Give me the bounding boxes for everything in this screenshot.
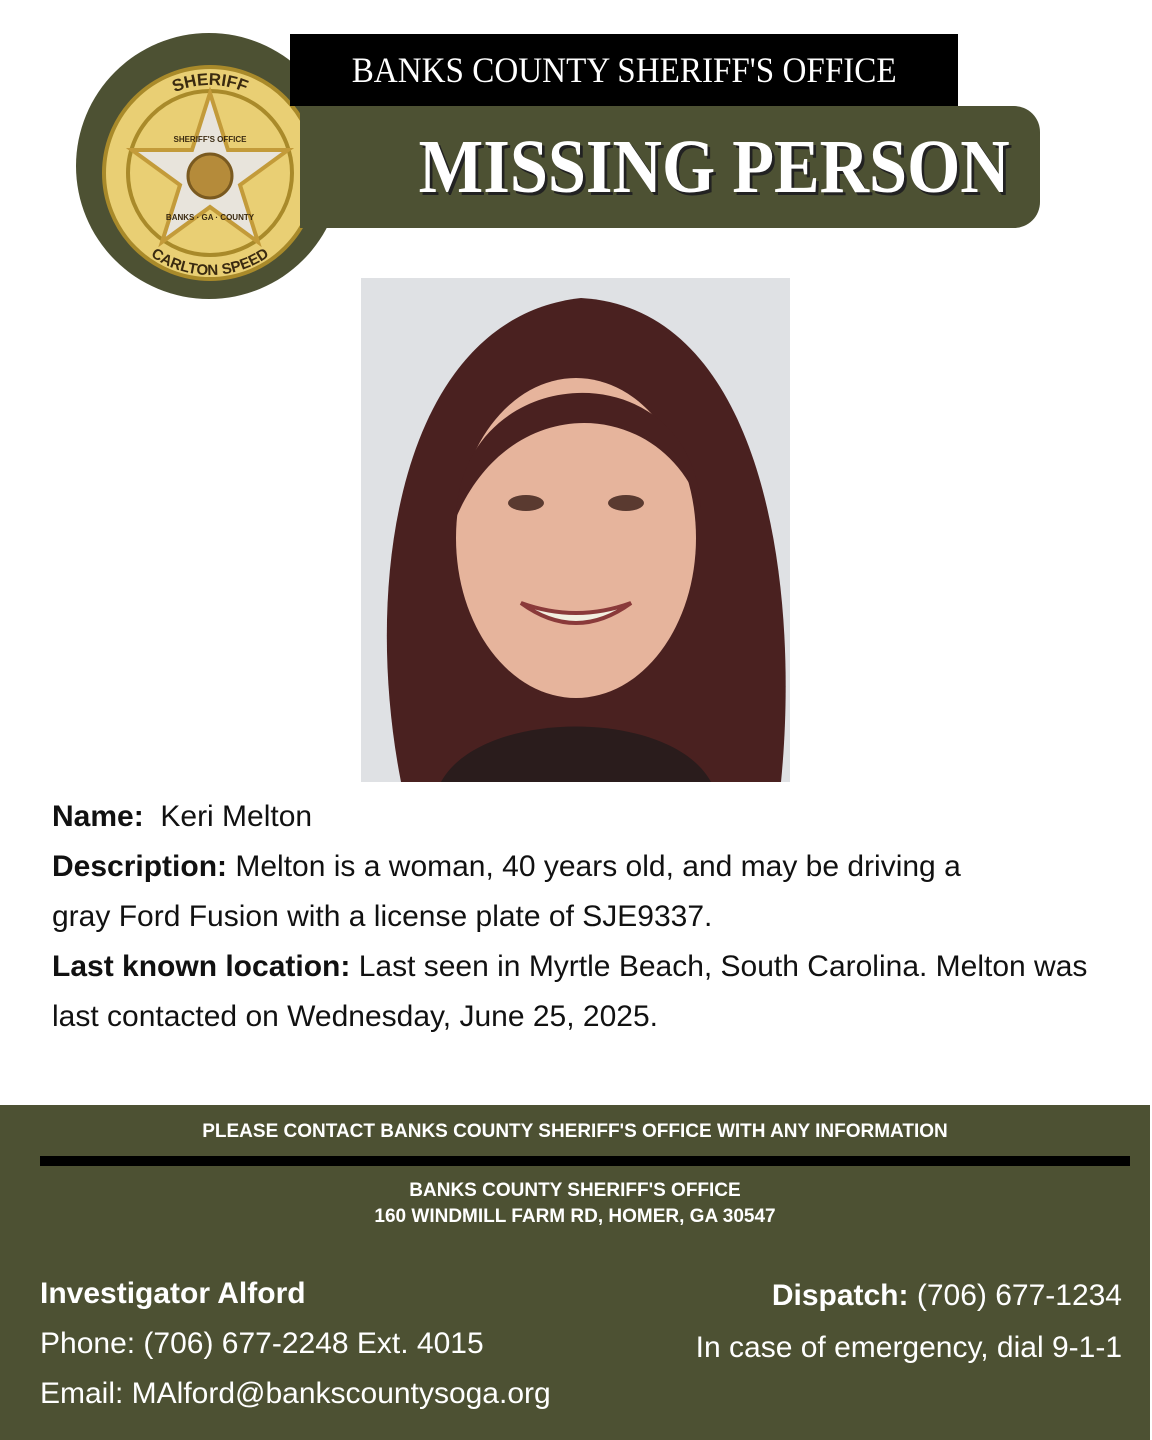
person-name: Keri Melton <box>160 800 313 833</box>
description-line <box>52 842 992 942</box>
title-banner <box>300 106 1040 228</box>
divider <box>40 1156 1130 1166</box>
description-text: Melton is a woman, 40 years old, and may be driving a gray Ford Fusion with a license plate of SJE9337. <box>52 850 961 933</box>
agency-name: BANKS COUNTY SHERIFF'S OFFICE <box>351 50 897 90</box>
name-line <box>52 792 1132 842</box>
agency-banner <box>290 34 958 106</box>
investigator-name: Investigator Alford <box>40 1277 306 1310</box>
badge-bottom-text: CARLTON SPEED <box>148 244 272 280</box>
missing-person-photo <box>361 278 790 782</box>
dispatch-number[interactable]: (706) 677-1234 <box>916 1279 1122 1312</box>
sheriff-badge-logo <box>100 18 320 308</box>
location-text: Last seen in Myrtle Beach, South Carolina. Melton was last contacted on Wednesday, June 25, 2025. <box>52 950 1088 1033</box>
location-label: Last known location: <box>52 950 351 983</box>
name-label: Name: <box>52 800 144 833</box>
description-label: Description: <box>52 850 228 883</box>
badge-top-text: SHERIFF <box>169 69 251 97</box>
badge-county-text: BANKS · GA · COUNTY <box>165 213 255 222</box>
dispatch-line <box>772 1279 1122 1313</box>
contact-banner: PLEASE CONTACT BANKS COUNTY SHERIFF'S OFFICE WITH ANY INFORMATION <box>202 1121 948 1142</box>
location-line <box>52 942 1092 1042</box>
office-address: 160 WINDMILL FARM RD, HOMER, GA 30547 <box>374 1206 776 1227</box>
emergency-note: In case of emergency, dial 9-1-1 <box>695 1331 1122 1364</box>
investigator-email[interactable]: Email: MAlford@bankscountysoga.org <box>40 1377 551 1410</box>
page-title: MISSING PERSON <box>418 124 1010 209</box>
office-name: BANKS COUNTY SHERIFF'S OFFICE <box>409 1180 741 1201</box>
badge-inner-text: SHERIFF'S OFFICE <box>173 135 247 144</box>
contact-footer <box>0 1105 1150 1440</box>
dispatch-label: Dispatch: <box>771 1279 909 1312</box>
person-details <box>52 792 1132 1042</box>
investigator-phone[interactable]: Phone: (706) 677-2248 Ext. 4015 <box>40 1327 484 1360</box>
